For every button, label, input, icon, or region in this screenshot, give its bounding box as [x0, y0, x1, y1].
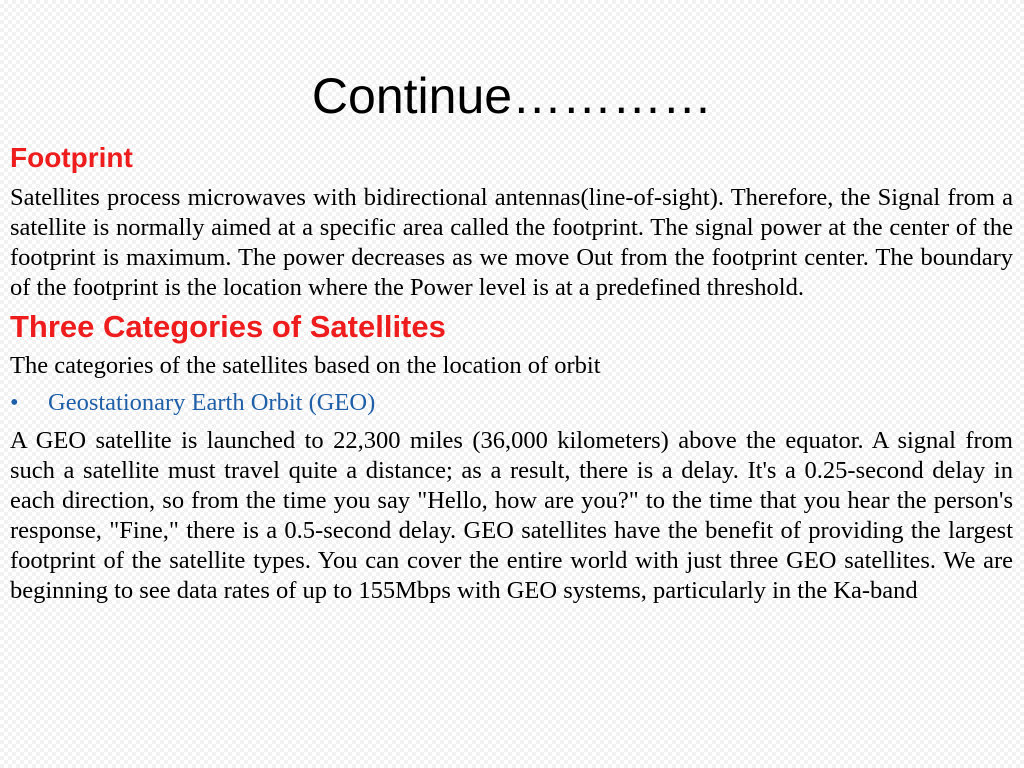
footprint-heading: Footprint — [10, 142, 133, 173]
slide-content — [10, 138, 1013, 606]
slide-title: Continue………… — [311, 68, 713, 124]
bullet-item-geo — [10, 388, 1013, 418]
footprint-paragraph: Satellites process microwaves with bidirectional antennas(line-of-sight). Therefore, the Signal from a satellite is normally aimed at a specific area called the footprint. The signal power at the center of the footprint is maximum. The power decreases as we move Out from the footprint center. The boundary of the footprint is the location where the Power level is at a predefined threshold. — [10, 184, 1013, 301]
categories-heading: Three Categories of Satellites — [10, 309, 446, 344]
categories-intro: The categories of the satellites based on the location of orbit — [10, 352, 601, 379]
bullet-label: Geostationary Earth Orbit (GEO) — [48, 389, 376, 416]
bullet-icon: • — [10, 389, 19, 416]
geo-paragraph: A GEO satellite is launched to 22,300 miles (36,000 kilometers) above the equator. A signal from such a satellite must travel quite a distance; as a result, there is a delay. It's a 0.25-second delay in each direction, so from the time you say "Hello, how are you?" to the time that you hear the person's response, "Fine," there is a 0.5-second delay. GEO satellites have the benefit of providing the largest footprint of the satellite types. You can cover the entire world with just three GEO satellites. We are beginning to see data rates of up to 155Mbps with GEO systems, particularly in the Ka-band — [10, 427, 1013, 604]
